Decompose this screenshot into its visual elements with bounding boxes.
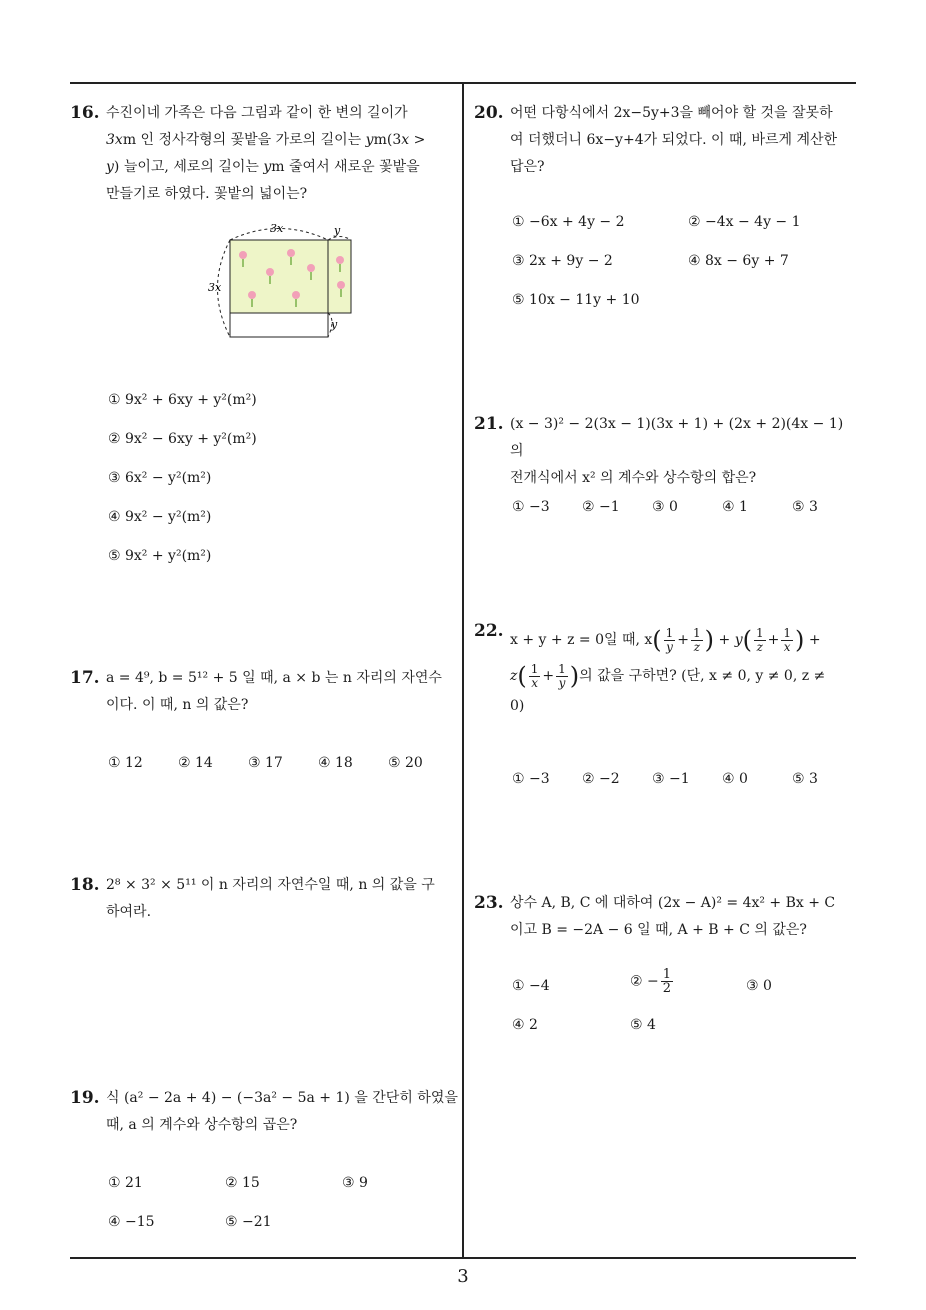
q20-option-1[interactable]: ① −6x + 4y − 2	[512, 214, 625, 230]
question-number: 22.	[474, 621, 504, 641]
q20-option-4[interactable]: ④ 8x − 6y + 7	[688, 253, 789, 269]
question-number: 18.	[70, 875, 100, 895]
figure-label-bottom-right: y	[331, 318, 338, 331]
q23-option-4[interactable]: ④ 2	[512, 1017, 538, 1033]
q20-option-3[interactable]: ③ 2x + 9y − 2	[512, 253, 613, 269]
q17-option-4[interactable]: ④ 18	[318, 755, 353, 771]
page-number: 3	[457, 1266, 469, 1287]
question-text: a = 4⁹, b = 5¹² + 5 일 때, a × b 는 n 자리의 자연수 이다. 이 때, n 의 값은?	[106, 670, 442, 713]
q17-option-5[interactable]: ⑤ 20	[388, 755, 423, 771]
q16-option-1[interactable]: ① 9x² + 6xy + y²(m²)	[108, 392, 257, 408]
q23-option-1[interactable]: ① −4	[512, 978, 550, 994]
q22-option-4[interactable]: ④ 0	[722, 771, 748, 787]
question-text: x + y + z = 0일 때, x( $\frac{1}{y}$ + $\frac{1}{z}$ ) + y( $\frac{1}{z}$ + $\frac{1}{x}$ ) + z( $\frac{1}{x}$ + $\frac{1}{y}$ )의 값을 구하면? (단, x ≠ 0, y ≠ 0, z ≠ 0)	[510, 625, 826, 714]
q21-option-1[interactable]: ① −3	[512, 499, 550, 515]
q19-option-4[interactable]: ④ −15	[108, 1214, 155, 1230]
q19-option-2[interactable]: ② 15	[225, 1175, 260, 1191]
question-text: (x − 3)² − 2(3x − 1)(3x + 1) + (2x + 2)(4x − 1) 의 전개식에서 x² 의 계수와 상수항의 합은?	[510, 416, 844, 486]
q22-option-3[interactable]: ③ −1	[652, 771, 690, 787]
question-number: 17.	[70, 668, 100, 688]
figure-label-top: 3x	[270, 222, 284, 235]
q19-option-1[interactable]: ① 21	[108, 1175, 143, 1191]
figure-label-left: 3x	[208, 281, 222, 294]
figure-label-right-top: y	[334, 224, 341, 237]
column-divider	[462, 82, 464, 1259]
q17-option-1[interactable]: ① 12	[108, 755, 143, 771]
q23-option-2[interactable]: ② − $\frac{1}{2}$	[630, 967, 672, 996]
q16-option-4[interactable]: ④ 9x² − y²(m²)	[108, 509, 212, 525]
question-text: 2⁸ × 3² × 5¹¹ 이 n 자리의 자연수일 때, n 의 값을 구 하여라.	[106, 877, 435, 920]
question-number: 20.	[474, 103, 504, 123]
q22-option-1[interactable]: ① −3	[512, 771, 550, 787]
q17-option-3[interactable]: ③ 17	[248, 755, 283, 771]
question-number: 21.	[474, 414, 504, 434]
question-number: 16.	[70, 103, 100, 123]
question-number: 23.	[474, 893, 504, 913]
q20-option-5[interactable]: ⑤ 10x − 11y + 10	[512, 292, 640, 308]
question-number: 19.	[70, 1088, 100, 1108]
q20-option-2[interactable]: ② −4x − 4y − 1	[688, 214, 801, 230]
question-text: 상수 A, B, C 에 대하여 (2x − A)² = 4x² + Bx + C 이고 B = −2A − 6 일 때, A + B + C 의 값은?	[510, 895, 836, 938]
q21-option-5[interactable]: ⑤ 3	[792, 499, 818, 515]
flower-bed-figure	[200, 215, 370, 350]
q23-option-5[interactable]: ⑤ 4	[630, 1017, 656, 1033]
q21-option-3[interactable]: ③ 0	[652, 499, 678, 515]
q19-option-3[interactable]: ③ 9	[342, 1175, 368, 1191]
question-text: 어떤 다항식에서 2x−5y+3을 빼어야 할 것을 잘못하 여 더했더니 6x−y+4가 되었다. 이 때, 바르게 계산한 답은?	[510, 105, 838, 175]
q16-option-3[interactable]: ③ 6x² − y²(m²)	[108, 470, 212, 486]
question-text: 식 (a² − 2a + 4) − (−3a² − 5a + 1) 을 간단히 하였을 때, a 의 계수와 상수항의 곱은?	[106, 1090, 458, 1133]
q21-option-4[interactable]: ④ 1	[722, 499, 748, 515]
q17-option-2[interactable]: ② 14	[178, 755, 213, 771]
q22-option-5[interactable]: ⑤ 3	[792, 771, 818, 787]
q23-option-3[interactable]: ③ 0	[746, 978, 772, 994]
q16-option-2[interactable]: ② 9x² − 6xy + y²(m²)	[108, 431, 257, 447]
q22-option-2[interactable]: ② −2	[582, 771, 620, 787]
q16-option-5[interactable]: ⑤ 9x² + y²(m²)	[108, 548, 212, 564]
q21-option-2[interactable]: ② −1	[582, 499, 620, 515]
question-text: 수진이네 가족은 다음 그림과 같이 한 변의 길이가 3xm 인 정사각형의 꽃밭을 가로의 길이는 ym(3x > y) 늘이고, 세로의 길이는 ym 줄여서 새로운 꽃밭을 만들기로 하였다. 꽃밭의 넓이는?	[106, 105, 426, 202]
q19-option-5[interactable]: ⑤ −21	[225, 1214, 272, 1230]
